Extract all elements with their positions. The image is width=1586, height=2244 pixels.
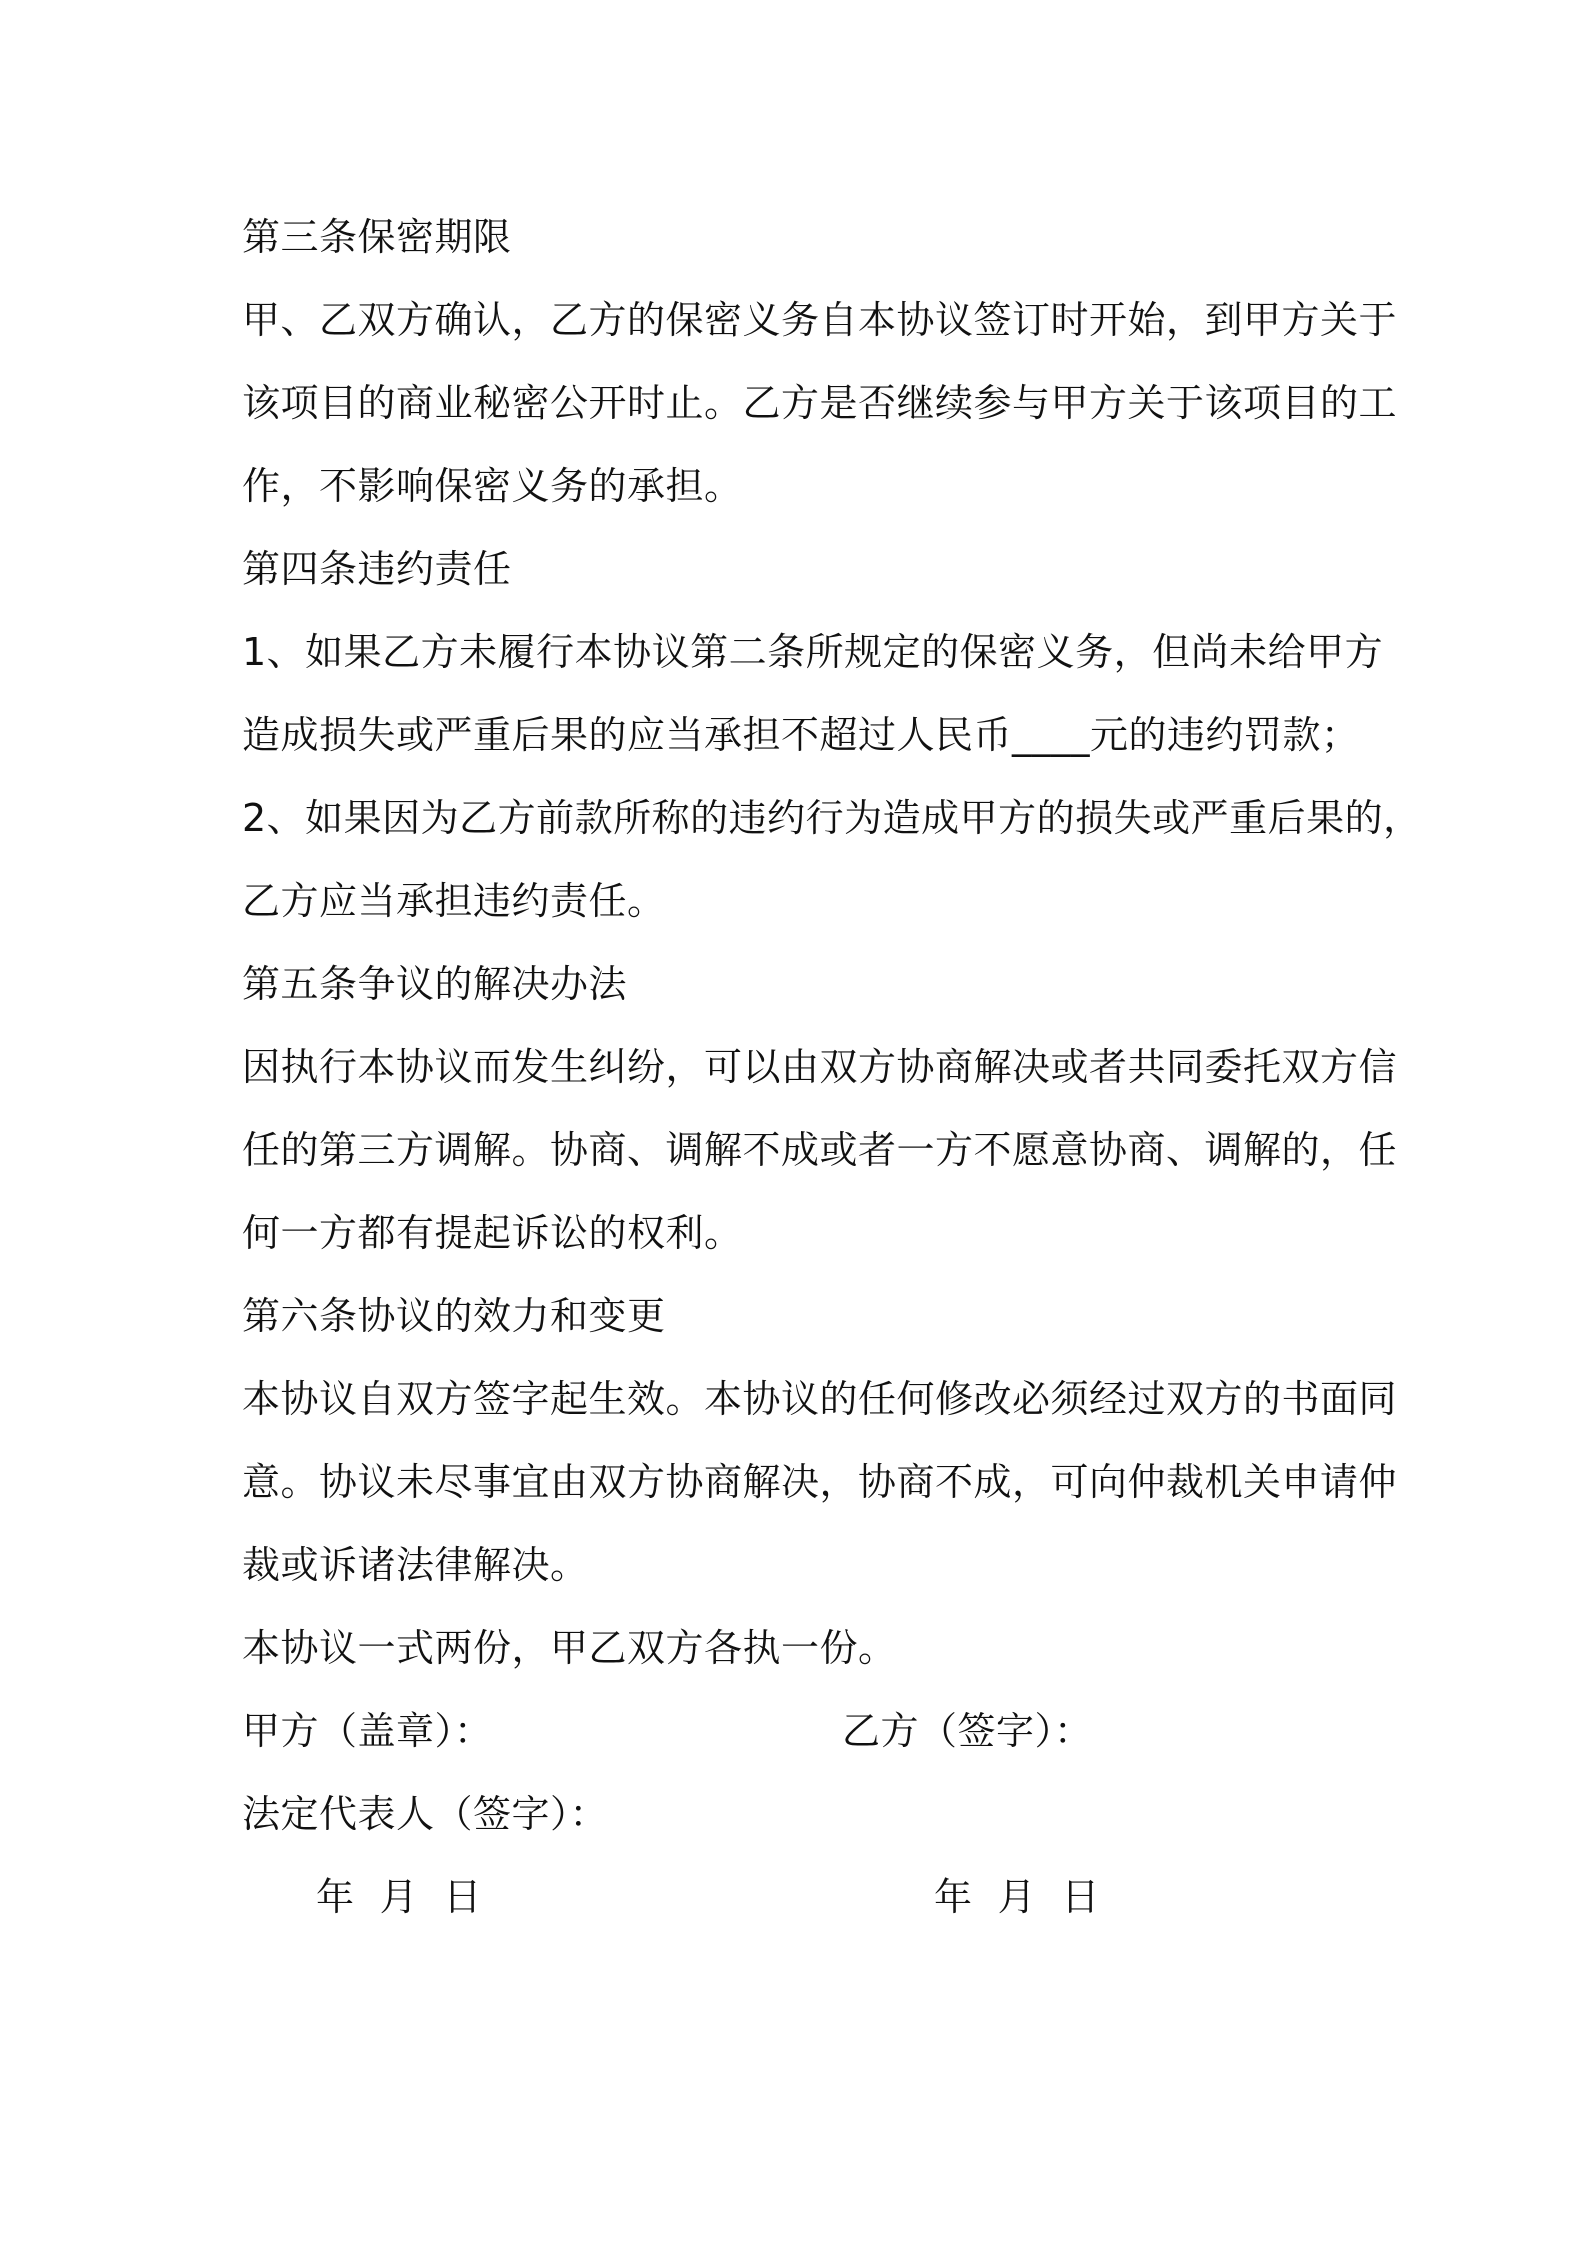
article-5-line-2: 任的第三方调解。协商、调解不成或者一方不愿意协商、调解的，任	[242, 1128, 1398, 1172]
article-5-heading: 第五条争议的解决办法	[242, 962, 628, 1006]
party-a-seal-label: 甲方（盖章）：	[242, 1709, 493, 1753]
article-3-line-1: 甲、乙双方确认，乙方的保密义务自本协议签订时开始，到甲方关于	[242, 298, 1398, 342]
article-6-line-2: 意。协议未尽事宜由双方协商解决，协商不成，可向仲裁机关申请仲	[242, 1460, 1398, 1504]
party-b-date: 年 月 日	[934, 1875, 1100, 1919]
article-4-line-4: 乙方应当承担违约责任。	[242, 879, 666, 923]
article-4-line-2: 造成损失或严重后果的应当承担不超过人民币____元的违约罚款；	[242, 713, 1360, 757]
closing-statement: 本协议一式两份，甲乙双方各执一份。	[242, 1626, 897, 1670]
article-6-line-1: 本协议自双方签字起生效。本协议的任何修改必须经过双方的书面同	[242, 1377, 1398, 1421]
article-5-line-1: 因执行本协议而发生纠纷，可以由双方协商解决或者共同委托双方信	[242, 1045, 1398, 1089]
legal-representative-label: 法定代表人（签字）：	[242, 1792, 609, 1836]
article-5	[242, 943, 1398, 1275]
article-3-line-2: 该项目的商业秘密公开时止。乙方是否继续参与甲方关于该项目的工	[242, 381, 1398, 425]
article-5-line-3: 何一方都有提起诉讼的权利。	[242, 1211, 743, 1255]
party-a-date: 年 月 日	[316, 1875, 482, 1919]
article-6	[242, 1275, 1398, 1607]
document-body	[242, 196, 1422, 1939]
article-4-line-3: 2、如果因为乙方前款所称的违约行为造成甲方的损失或严重后果的，	[242, 796, 1422, 840]
article-4-heading: 第四条违约责任	[242, 547, 512, 591]
article-3-heading: 第三条保密期限	[242, 215, 512, 259]
signature-row	[242, 1690, 1362, 1773]
article-6-line-3: 裁或诉诸法律解决。	[242, 1543, 589, 1587]
article-3-line-3: 作，不影响保密义务的承担。	[242, 464, 743, 508]
date-row	[242, 1856, 1362, 1939]
article-6-heading: 第六条协议的效力和变更	[242, 1294, 666, 1338]
article-3	[242, 196, 1398, 528]
party-b-signature-label: 乙方（签字）：	[842, 1709, 1093, 1753]
article-4-line-1: 1、如果乙方未履行本协议第二条所规定的保密义务，但尚未给甲方	[242, 630, 1384, 674]
article-4	[242, 528, 1422, 943]
